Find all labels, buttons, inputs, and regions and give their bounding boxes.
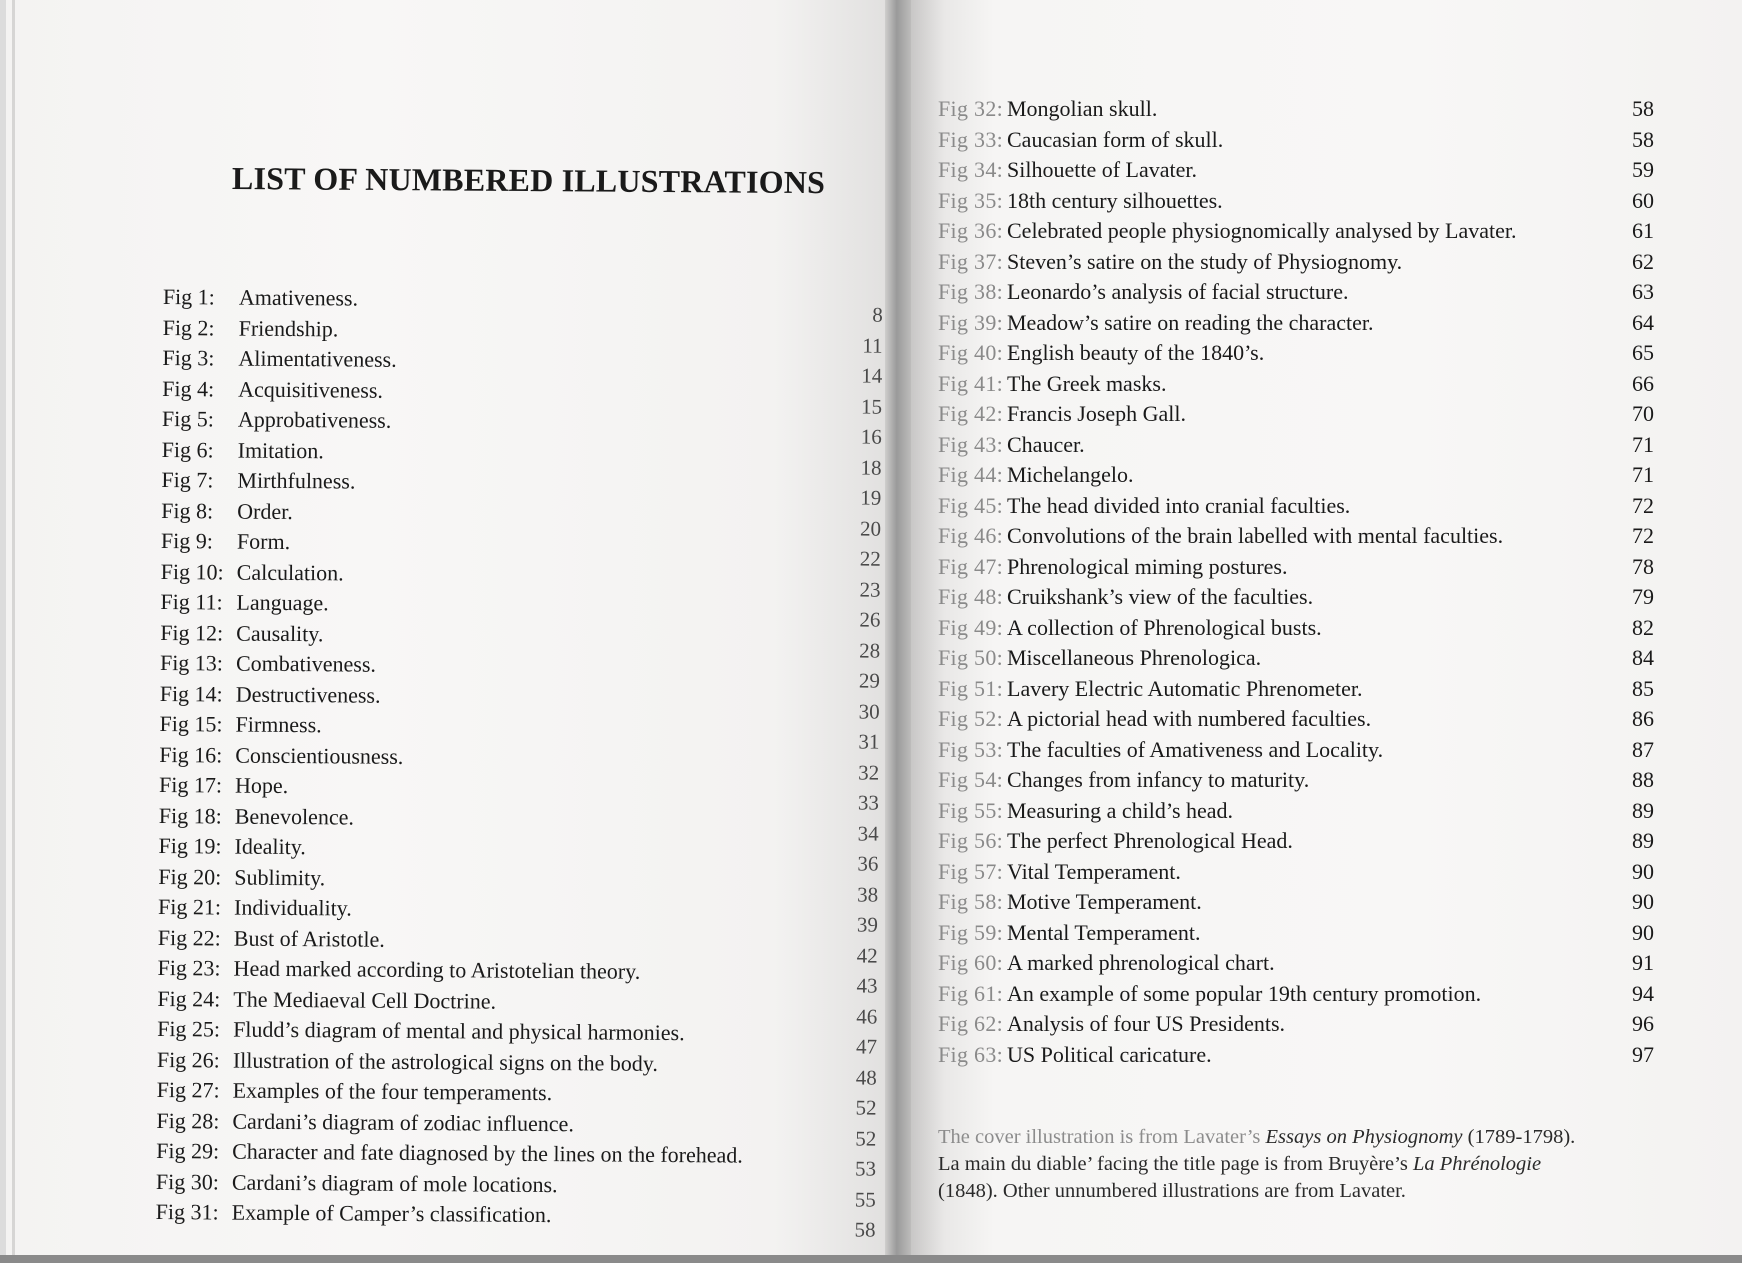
page-number: 29 (858, 668, 880, 693)
illustration-entry (938, 796, 1654, 827)
figure-caption: Firmness. (235, 711, 322, 738)
figure-number: Fig 58: (938, 889, 1004, 914)
figure-caption: Approbativeness. (237, 406, 392, 433)
page-number: 59 (1632, 157, 1654, 182)
illustration-entry (938, 613, 1654, 644)
credits-dates: (1789-1798). (1462, 1126, 1576, 1148)
page-number: 52 (855, 1095, 877, 1120)
figure-caption: Measuring a child’s head. (1007, 797, 1234, 823)
left-illustration-list (155, 282, 883, 1242)
credits-note (938, 1124, 1654, 1205)
figure-caption: Causality. (236, 620, 324, 646)
figure-caption: Calculation. (236, 559, 344, 585)
illustration-entry (938, 643, 1654, 674)
illustration-entry (155, 1197, 876, 1242)
figure-caption: The head divided into cranial faculties. (1007, 492, 1351, 518)
figure-number: Fig 23: (157, 954, 221, 981)
page-number: 39 (856, 912, 879, 937)
page-number: 26 (859, 607, 881, 632)
page-number: 86 (1632, 706, 1654, 731)
figure-number: Fig 28: (156, 1107, 220, 1133)
page-number: 22 (859, 546, 881, 571)
figure-number: Fig 8: (161, 497, 214, 523)
figure-number: Fig 46: (938, 523, 1004, 548)
page-number: 47 (855, 1034, 878, 1059)
figure-number: Fig 60: (938, 950, 1004, 975)
figure-caption: Individuality. (233, 894, 352, 921)
page-number: 84 (1632, 645, 1654, 670)
credits-text: La main du diable’ facing the title page is from Bruyère’s (938, 1153, 1413, 1175)
figure-number: Fig 56: (938, 828, 1004, 853)
page-number: 89 (1632, 828, 1654, 853)
figure-number: Fig 55: (938, 797, 1004, 823)
page-number: 58 (1632, 96, 1654, 121)
figure-number: Fig 53: (938, 736, 1004, 762)
figure-number: Fig 37: (938, 248, 1004, 274)
figure-caption: Mirthfulness. (237, 467, 356, 494)
figure-number: Fig 63: (938, 1041, 1004, 1067)
figure-number: Fig 1: (162, 283, 215, 310)
figure-number: Fig 29: (156, 1137, 220, 1164)
page-number: 85 (1632, 675, 1654, 701)
illustration-entry (938, 247, 1654, 278)
figure-caption: Analysis of four US Presidents. (1007, 1011, 1286, 1036)
page-number: 82 (1632, 614, 1654, 640)
figure-caption: Combativeness. (235, 650, 377, 677)
page-number: 42 (856, 942, 878, 968)
illustration-entry (938, 735, 1654, 766)
page-number: 43 (856, 973, 878, 998)
figure-caption: Changes from infancy to maturity. (1007, 767, 1310, 792)
figure-number: Fig 43: (938, 431, 1004, 457)
illustration-entry (938, 1009, 1654, 1040)
figure-caption: Convolutions of the brain labelled with mental faculties. (1007, 523, 1504, 548)
figure-number: Fig 57: (938, 858, 1004, 884)
figure-caption: Phrenological miming postures. (1007, 553, 1288, 579)
figure-number: Fig 7: (161, 466, 214, 493)
page-title: LIST OF NUMBERED ILLUSTRATIONS (231, 160, 826, 201)
page-number: 70 (1632, 401, 1654, 426)
page-number: 66 (1632, 370, 1654, 396)
figure-number: Fig 12: (160, 619, 224, 645)
figure-caption: Form. (236, 528, 291, 555)
page-number: 14 (861, 363, 883, 388)
figure-caption: Ideality. (234, 833, 306, 860)
page-number: 71 (1632, 462, 1654, 487)
illustration-entry (938, 552, 1654, 583)
figure-number: Fig 44: (938, 462, 1004, 487)
page-number: 88 (1632, 767, 1654, 792)
figure-caption: Cardani’s diagram of mole locations. (231, 1169, 558, 1197)
page-number: 91 (1632, 950, 1654, 975)
page-number: 96 (1632, 1011, 1654, 1036)
page-number: 94 (1632, 980, 1654, 1006)
illustration-entry (938, 94, 1654, 125)
illustration-entry (938, 979, 1654, 1010)
figure-number: Fig 36: (938, 218, 1004, 243)
figure-number: Fig 35: (938, 187, 1004, 213)
figure-caption: Steven’s satire on the study of Physiognomy. (1007, 248, 1403, 274)
figure-number: Fig 4: (162, 375, 215, 401)
figure-number: Fig 62: (938, 1011, 1004, 1036)
page-number: 19 (860, 485, 882, 510)
figure-caption: Amativeness. (238, 284, 359, 311)
illustration-entry (938, 277, 1654, 308)
illustration-entry (938, 918, 1654, 949)
figure-caption: Benevolence. (234, 803, 355, 830)
figure-caption: Illustration of the astrological signs on the body. (232, 1047, 659, 1076)
figure-number: Fig 32: (938, 96, 1004, 121)
figure-caption: Fludd’s diagram of mental and physical harmonies. (233, 1016, 685, 1046)
page-number: 36 (857, 851, 879, 876)
figure-caption: Conscientiousness. (235, 742, 404, 769)
figure-caption: Bust of Aristotle. (233, 925, 385, 952)
page-number: 48 (855, 1064, 877, 1090)
page-number: 60 (1632, 187, 1654, 213)
illustration-entry (938, 338, 1654, 369)
figure-caption: Friendship. (238, 315, 339, 341)
figure-number: Fig 34: (938, 157, 1004, 182)
illustration-entry (938, 430, 1654, 461)
figure-number: Fig 47: (938, 553, 1004, 579)
figure-caption: An example of some popular 19th century promotion. (1007, 980, 1482, 1006)
page-number: 18 (860, 454, 882, 480)
figure-caption: The faculties of Amativeness and Locality. (1007, 736, 1384, 762)
illustration-entry (938, 308, 1654, 339)
page-number: 33 (857, 790, 880, 815)
illustration-entry (938, 765, 1654, 796)
page-number: 20 (859, 515, 882, 541)
page-number: 16 (860, 424, 882, 449)
page-number: 58 (854, 1217, 876, 1242)
figure-caption: Vital Temperament. (1007, 858, 1181, 884)
page-number: 72 (1632, 492, 1654, 518)
figure-number: Fig 41: (938, 370, 1004, 396)
figure-number: Fig 17: (158, 771, 223, 798)
illustration-entry (938, 155, 1654, 186)
figure-number: Fig 38: (938, 279, 1004, 304)
illustration-entry (938, 125, 1654, 156)
figure-number: Fig 39: (938, 309, 1004, 335)
illustration-entry (938, 491, 1654, 522)
figure-number: Fig 54: (938, 767, 1004, 792)
figure-caption: The Mediaeval Cell Doctrine. (233, 986, 497, 1014)
figure-number: Fig 15: (159, 710, 223, 737)
figure-caption: 18th century silhouettes. (1007, 187, 1223, 213)
figure-number: Fig 5: (161, 405, 214, 432)
page-number: 62 (1632, 248, 1654, 274)
page-number: 52 (855, 1125, 877, 1151)
figure-caption: Sublimity. (234, 864, 326, 890)
illustration-entry (938, 887, 1654, 918)
figure-number: Fig 30: (155, 1168, 220, 1194)
page-number: 46 (856, 1003, 878, 1029)
figure-number: Fig 3: (162, 344, 215, 371)
page-number: 30 (858, 698, 880, 724)
page-number: 58 (1632, 126, 1654, 152)
illustration-entry (938, 704, 1654, 735)
figure-number: Fig 21: (157, 893, 222, 920)
figure-number: Fig 59: (938, 919, 1004, 945)
page-number: 31 (858, 729, 880, 754)
illustration-entry (938, 582, 1654, 613)
page-number: 28 (859, 637, 881, 663)
figure-number: Fig 18: (158, 802, 222, 828)
figure-caption: Cardani’s diagram of zodiac influence. (232, 1108, 574, 1136)
figure-caption: Hope. (234, 772, 289, 798)
figure-caption: Alimentativeness. (238, 345, 397, 372)
page-number: 90 (1632, 919, 1654, 945)
figure-caption: A pictorial head with numbered faculties. (1007, 706, 1372, 731)
figure-caption: US Political caricature. (1007, 1041, 1212, 1067)
figure-number: Fig 26: (156, 1046, 220, 1072)
figure-caption: Miscellaneous Phrenologica. (1007, 645, 1262, 670)
figure-caption: Imitation. (237, 437, 324, 463)
figure-caption: Example of Camper’s classification. (231, 1199, 552, 1228)
figure-number: Fig 27: (156, 1076, 220, 1103)
page-number: 38 (857, 881, 879, 907)
illustration-entry (938, 826, 1654, 857)
figure-number: Fig 9: (160, 527, 214, 554)
illustration-entry (938, 521, 1654, 552)
illustration-entry (938, 216, 1654, 247)
figure-caption: Meadow’s satire on reading the character. (1007, 309, 1374, 335)
page-number: 32 (858, 759, 880, 785)
figure-number: Fig 49: (938, 614, 1004, 640)
page-number: 34 (857, 820, 879, 846)
figure-number: Fig 10: (160, 558, 224, 584)
figure-caption: The perfect Phrenological Head. (1007, 828, 1293, 853)
page-number: 97 (1632, 1041, 1654, 1067)
illustration-entry (938, 1040, 1654, 1071)
figure-caption: Mongolian skull. (1007, 96, 1158, 121)
illustration-entry (938, 369, 1654, 400)
figure-caption: Lavery Electric Automatic Phrenometer. (1007, 675, 1363, 701)
credits-text: The cover illustration is from Lavater’s (938, 1126, 1266, 1148)
figure-caption: Character and fate diagnosed by the lines on the forehead. (232, 1138, 743, 1168)
figure-caption: Language. (236, 589, 329, 616)
figure-number: Fig 19: (158, 832, 222, 859)
figure-caption: English beauty of the 1840’s. (1007, 340, 1265, 365)
figure-number: Fig 50: (938, 645, 1004, 670)
figure-caption: Silhouette of Lavater. (1007, 157, 1197, 182)
figure-number: Fig 48: (938, 584, 1004, 609)
figure-number: Fig 11: (160, 588, 223, 615)
scan-edge (0, 1255, 1742, 1263)
figure-number: Fig 2: (162, 314, 215, 340)
book-gutter (885, 0, 911, 1263)
page-number: 15 (860, 393, 883, 419)
figure-number: Fig 24: (157, 985, 221, 1011)
figure-number: Fig 40: (938, 340, 1004, 365)
figure-caption: Mental Temperament. (1007, 919, 1201, 945)
figure-caption: Motive Temperament. (1007, 889, 1202, 914)
page-number: 79 (1632, 584, 1654, 609)
figure-number: Fig 61: (938, 980, 1004, 1006)
illustration-entry (938, 399, 1654, 430)
page-number: 23 (859, 576, 881, 602)
page-number: 90 (1632, 858, 1654, 884)
figure-caption: Leonardo’s analysis of facial structure. (1007, 279, 1349, 304)
credits-line-2 (938, 1151, 1654, 1178)
figure-caption: A collection of Phrenological busts. (1007, 614, 1322, 640)
figure-caption: Chaucer. (1007, 431, 1085, 457)
figure-number: Fig 14: (159, 680, 223, 706)
page-number: 64 (1632, 309, 1654, 335)
page-number: 87 (1632, 736, 1654, 762)
figure-number: Fig 20: (158, 863, 222, 889)
figure-number: Fig 42: (938, 401, 1004, 426)
figure-caption: Celebrated people physiognomically analysed by Lavater. (1007, 218, 1517, 243)
page-number: 71 (1632, 431, 1654, 457)
figure-caption: Head marked according to Aristotelian theory. (233, 955, 641, 984)
illustration-entry (938, 948, 1654, 979)
figure-number: Fig 13: (159, 649, 224, 676)
illustration-entry (938, 857, 1654, 888)
figure-caption: Acquisitiveness. (238, 376, 384, 403)
figure-caption: Order. (237, 498, 293, 524)
figure-caption: Francis Joseph Gall. (1007, 401, 1187, 426)
figure-number: Fig 52: (938, 706, 1004, 731)
credits-line-1 (938, 1124, 1654, 1151)
figure-number: Fig 25: (157, 1015, 221, 1042)
figure-caption: Michelangelo. (1007, 462, 1134, 487)
credits-book-title: La Phrénologie (1412, 1153, 1542, 1175)
page-number: 90 (1632, 889, 1654, 914)
page-number: 61 (1632, 218, 1654, 243)
figure-number: Fig 31: (155, 1198, 219, 1225)
right-illustration-list (938, 94, 1654, 1070)
credits-book-title: Essays on Physiognomy (1265, 1126, 1463, 1148)
page-number: 72 (1632, 523, 1654, 548)
figure-number: Fig 51: (938, 675, 1004, 701)
page-number: 55 (854, 1186, 876, 1212)
figure-caption: Cruikshank’s view of the faculties. (1007, 584, 1314, 609)
page-number: 89 (1632, 797, 1654, 823)
figure-number: Fig 22: (157, 924, 221, 950)
figure-caption: A marked phrenological chart. (1007, 950, 1275, 975)
illustration-entry (938, 186, 1654, 217)
illustration-entry (938, 674, 1654, 705)
page-number: 63 (1632, 279, 1654, 304)
page-number: 65 (1632, 340, 1654, 365)
page-number: 53 (854, 1156, 877, 1181)
figure-number: Fig 33: (938, 126, 1004, 152)
illustration-entry (938, 460, 1654, 491)
page-number: 78 (1632, 553, 1654, 579)
figure-caption: Examples of the four temperaments. (232, 1077, 553, 1106)
page-number: 8 (872, 302, 883, 327)
page-number: 11 (862, 332, 883, 358)
figure-caption: Destructiveness. (235, 681, 381, 708)
credits-line-3: (1848). Other unnumbered illustrations are from Lavater. (938, 1180, 1406, 1202)
figure-number: Fig 6: (161, 436, 214, 462)
figure-number: Fig 16: (159, 741, 223, 767)
figure-caption: Caucasian form of skull. (1007, 126, 1224, 152)
figure-number: Fig 45: (938, 492, 1004, 518)
figure-caption: The Greek masks. (1007, 370, 1167, 396)
